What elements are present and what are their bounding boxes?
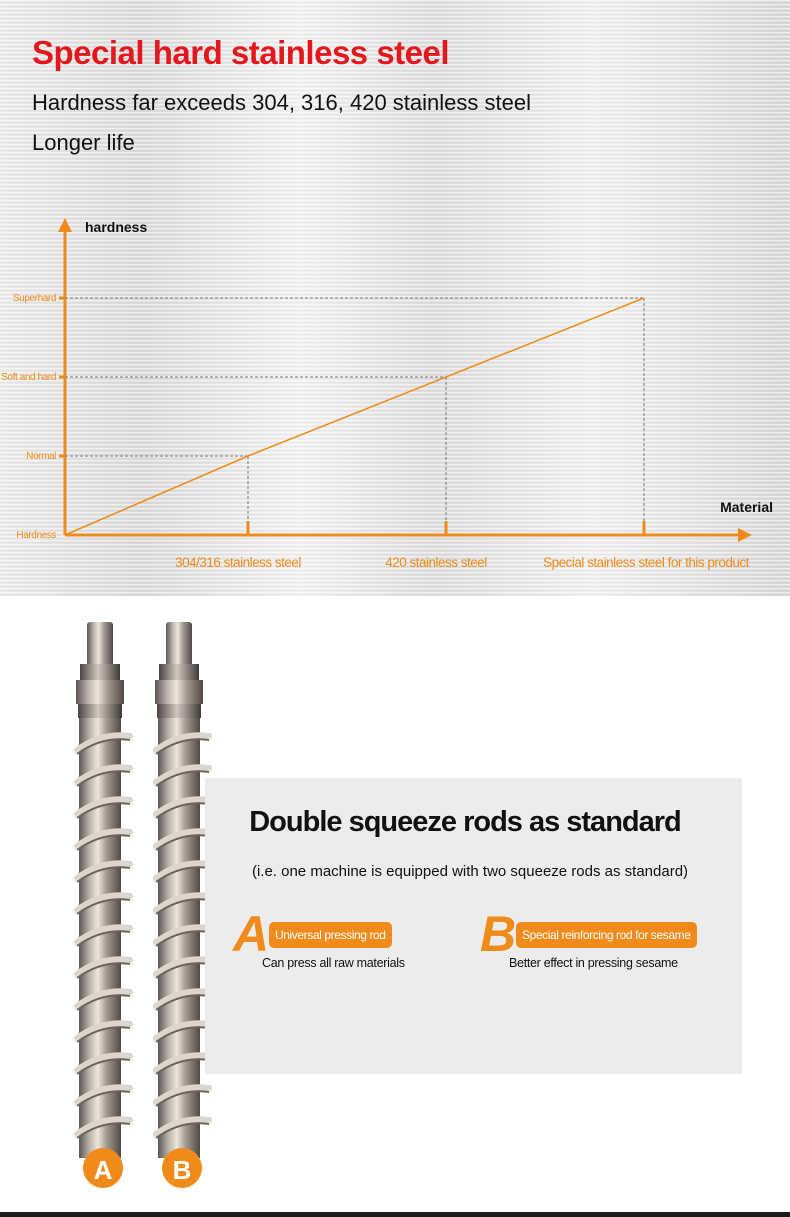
feature-a-label: Universal pressing rod: [269, 922, 392, 948]
feature-a-desc: Can press all raw materials: [262, 956, 405, 970]
rod-a: [76, 622, 130, 1188]
rod-tip: [166, 622, 192, 666]
rods-section: [0, 596, 790, 1217]
rods-subtitle: (i.e. one machine is equipped with two squeeze rods as standard): [251, 863, 689, 880]
x-category-label: 304/316 stainless steel: [175, 555, 301, 570]
hardness-chart: [0, 0, 790, 596]
y-axis-arrow: [58, 218, 72, 232]
feature-a-letter: A: [233, 906, 270, 962]
bottom-border: [0, 1212, 790, 1217]
y-level-label: Superhard: [12, 293, 56, 304]
page-title: Special hard stainless steel: [32, 34, 450, 71]
rod-badge-letter: B: [172, 1155, 192, 1185]
rod-collar: [78, 704, 122, 718]
feature-b-letter: B: [480, 906, 517, 962]
rod-collar: [76, 680, 124, 704]
rod-badge-letter: A: [93, 1155, 113, 1185]
rods-title: Double squeeze rods as standard: [249, 806, 681, 838]
y-level-label: Soft and hard: [1, 372, 56, 383]
rods-info-panel: [205, 778, 742, 1074]
x-axis-arrow: [738, 528, 752, 542]
rod-tip: [87, 622, 113, 666]
rod-collar: [80, 664, 120, 680]
hardness-claim: Hardness far exceeds 304, 316, 420 stainless steel: [32, 90, 531, 115]
y-axis-label: hardness: [85, 219, 148, 235]
x-category-label: 420 stainless steel: [385, 555, 487, 570]
feature-b-desc: Better effect in pressing sesame: [509, 956, 678, 970]
feature-b-label: Special reinforcing rod for sesame: [516, 922, 697, 948]
y-level-label: Normal: [26, 451, 56, 462]
rod-b: [155, 622, 209, 1188]
hardness-line: [65, 298, 644, 535]
hardness-section: [0, 0, 790, 596]
y-level-label: Hardness: [16, 530, 56, 541]
life-claim: Longer life: [32, 130, 135, 155]
rod-collar: [155, 680, 203, 704]
x-category-label: Special stainless steel for this product: [543, 555, 749, 570]
rod-collar: [157, 704, 201, 718]
x-axis-label: Material: [720, 499, 773, 515]
rod-collar: [159, 664, 199, 680]
